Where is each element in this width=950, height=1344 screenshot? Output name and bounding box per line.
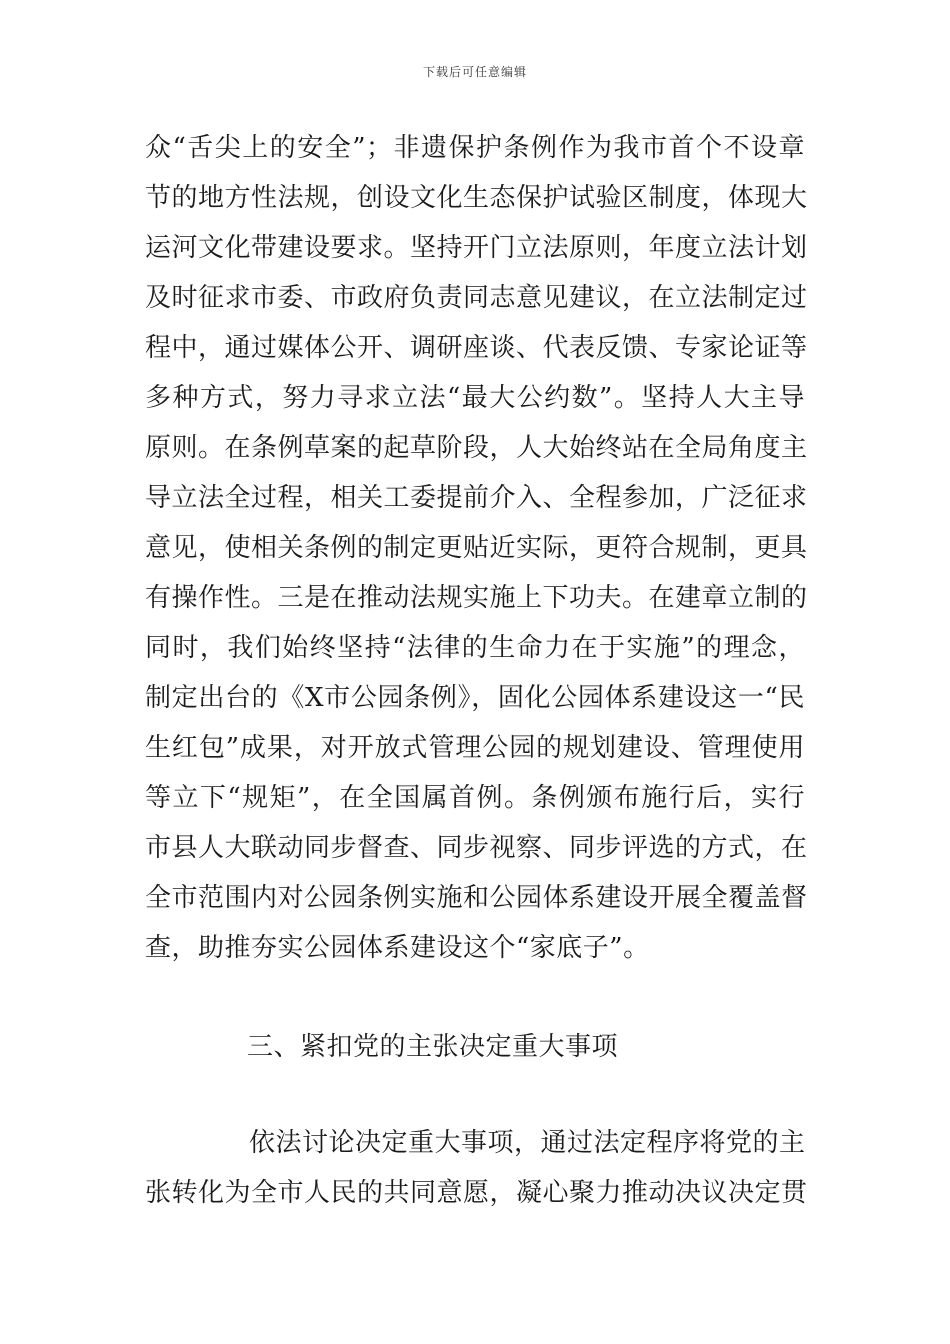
paragraph-1 bbox=[145, 123, 808, 973]
text-line: 等立下“规矩”，在全国属首例。条例颁布施行后，实行 bbox=[145, 783, 805, 813]
page-header: 下载后可任意编辑 bbox=[422, 65, 527, 79]
text-line: 程中，通过媒体公开、调研座谈、代表反馈、专家论证等 bbox=[145, 333, 808, 363]
text-line: 全市范围内对公园条例实施和公园体系建设开展全覆盖督 bbox=[145, 883, 808, 913]
text-line: 依法讨论决定重大事项，通过法定程序将党的主 bbox=[249, 1128, 806, 1158]
text-line: 有操作性。三是在推动法规实施上下功夫。在建章立制的 bbox=[145, 583, 808, 613]
text-line: 生红包”成果，对开放式管理公园的规划建设、管理使用 bbox=[145, 733, 805, 763]
paragraph-2 bbox=[145, 1118, 808, 1218]
text-line: 查，助推夯实公园体系建设这个“家底子”。 bbox=[145, 933, 650, 963]
text-line: 市县人大联动同步督查、同步视察、同步评选的方式，在 bbox=[145, 833, 808, 863]
text-line: 多种方式，努力寻求立法“最大公约数”。坚持人大主导 bbox=[145, 383, 805, 413]
text-line: 张转化为全市人民的共同意愿，凝心聚力推动决议决定贯 bbox=[145, 1178, 808, 1208]
text-line: 节的地方性法规，创设文化生态保护试验区制度，体现大 bbox=[145, 183, 808, 213]
text-line: 及时征求市委、市政府负责同志意见建议，在立法制定过 bbox=[145, 283, 808, 313]
text-line: 同时，我们始终坚持“法律的生命力在于实施”的理念， bbox=[145, 633, 805, 663]
text-line: 众“舌尖上的安全”；非遗保护条例作为我市首个不设章 bbox=[145, 133, 805, 163]
text-line: 导立法全过程，相关工委提前介入、全程参加，广泛征求 bbox=[145, 483, 808, 513]
text-line: 原则。在条例草案的起草阶段，人大始终站在全局角度主 bbox=[145, 433, 808, 463]
section-heading: 三、紧扣党的主张决定重大事项 bbox=[247, 1032, 619, 1062]
text-line: 运河文化带建设要求。坚持开门立法原则，年度立法计划 bbox=[145, 233, 808, 263]
text-line: 制定出台的《X市公园条例》，固化公园体系建设这一“民 bbox=[145, 683, 805, 713]
text-line: 意见，使相关条例的制定更贴近实际，更符合规制，更具 bbox=[145, 533, 808, 563]
